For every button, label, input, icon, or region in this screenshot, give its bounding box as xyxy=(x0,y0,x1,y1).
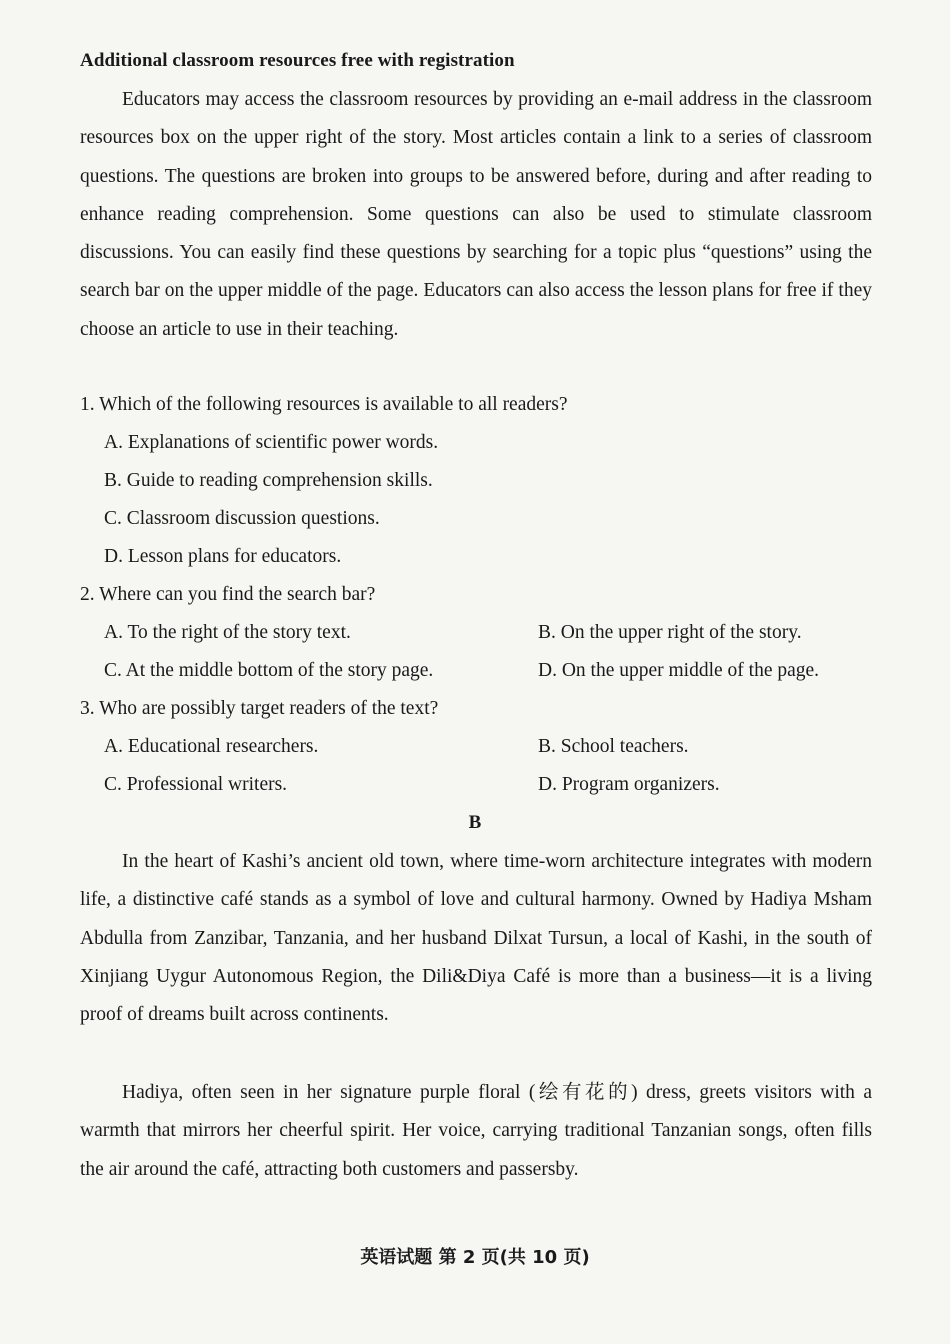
q1-option-b: B. Guide to reading comprehension skills. xyxy=(104,470,433,491)
question-3: 3. Who are possibly target readers of the text? xyxy=(80,698,439,719)
q3-option-b: B. School teachers. xyxy=(538,736,689,757)
question-2: 2. Where can you find the search bar? xyxy=(80,584,376,605)
passage-heading: Additional classroom resources free with registration xyxy=(80,50,515,71)
q1-option-a: A. Explanations of scientific power words. xyxy=(104,432,439,453)
q2-option-b: B. On the upper right of the story. xyxy=(538,622,802,643)
q3-option-c: C. Professional writers. xyxy=(104,774,288,795)
q2-option-d: D. On the upper middle of the page. xyxy=(538,660,820,681)
q2-option-c: C. At the middle bottom of the story page. xyxy=(104,660,434,681)
question-1: 1. Which of the following resources is available to all readers? xyxy=(80,394,568,415)
section-b-label: B xyxy=(468,812,482,833)
page-footer: 英语试题 第 2 页(共 10 页) xyxy=(360,1247,590,1268)
q2-option-a: A. To the right of the story text. xyxy=(104,622,351,643)
q1-option-c: C. Classroom discussion questions. xyxy=(104,508,380,529)
q1-option-d: D. Lesson plans for educators. xyxy=(104,546,342,567)
section-b-paragraph-1: In the heart of Kashi’s ancient old town, where time-worn architecture integrates with modern life, a distinctive café stands as a symbol of love and cultural harmony. Owned by Hadiya Msham Abdulla from Zanzibar, Tanzania, and her husband Dilxat Tursun, a local of Kashi, in the south of Xinjiang Uygur Autonomous Region, the Dili&Diya Café is more than a business—it is a living proof of dreams built across continents. xyxy=(80,851,872,1026)
q3-option-d: D. Program organizers. xyxy=(538,774,720,795)
section-b-paragraph-2: Hadiya, often seen in her signature purple floral (绘有花的) dress, greets visitors with a warmth that mirrors her cheerful spirit. Her voice, carrying traditional Tanzanian songs, often fills the air around the café, attracting both customers and passersby. xyxy=(80,1082,872,1180)
q3-option-a: A. Educational researchers. xyxy=(104,736,319,757)
passage-paragraph: Educators may access the classroom resources by providing an e-mail address in the classroom resources box on the upper right of the story. Most articles contain a link to a series of classroom questions. The questions are broken into groups to be answered before, during and after reading to enhance reading comprehension. Some questions can also be used to stimulate classroom discussions. You can easily find these questions by searching for a topic plus “questions” using the search bar on the upper middle of the page. Educators can also access the lesson plans for free if they choose an article to use in their teaching. xyxy=(80,89,872,340)
